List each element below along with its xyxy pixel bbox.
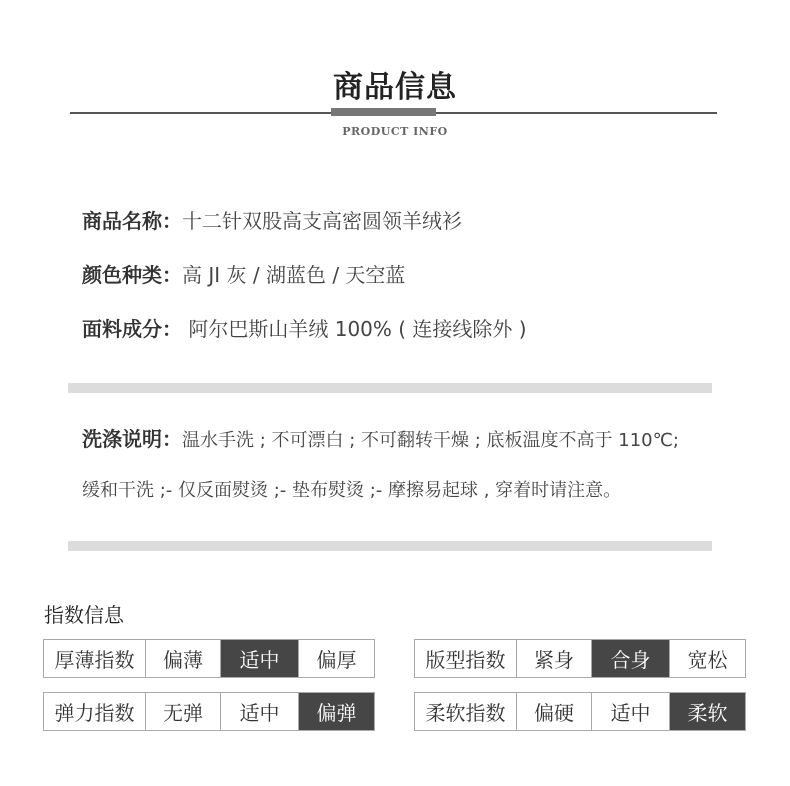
index-option-selected: 合身 (591, 640, 669, 677)
fit-index-table (414, 639, 746, 678)
product-name-label: 商品名称： (82, 209, 182, 233)
index-option: 宽松 (669, 640, 745, 677)
index-option: 无弹 (145, 693, 220, 730)
softness-index-table (414, 692, 746, 731)
elasticity-index-table (43, 692, 375, 731)
color-label: 颜色种类： (82, 263, 182, 287)
index-option-selected: 柔软 (669, 693, 745, 730)
thickness-index-table (43, 639, 375, 678)
section-divider (68, 541, 712, 551)
index-section-title: 指数信息 (44, 603, 124, 627)
material-label: 面料成分： (82, 317, 182, 341)
page-title: 商品信息 (333, 70, 457, 105)
index-option: 偏硬 (516, 693, 591, 730)
index-option: 紧身 (516, 640, 591, 677)
index-label: 版型指数 (425, 648, 506, 672)
page-subtitle: PRODUCT INFO (342, 125, 448, 138)
index-option: 适中 (220, 693, 298, 730)
index-option: 偏厚 (298, 640, 374, 677)
index-option: 偏薄 (145, 640, 220, 677)
color-row (82, 259, 405, 288)
index-option: 适中 (591, 693, 669, 730)
care-line-2: 缓和干洗 ;- 仅反面熨烫 ;- 垫布熨烫 ;- 摩擦易起球 , 穿着时请注意。 (82, 480, 622, 501)
care-label: 洗涤说明： (82, 427, 182, 451)
color-value: 高 JI 灰 / 湖蓝色 / 天空蓝 (182, 263, 406, 287)
index-label: 柔软指数 (425, 701, 506, 725)
title-accent-bar (331, 108, 436, 116)
index-option-selected: 偏弹 (298, 693, 374, 730)
care-line-1 (82, 423, 679, 452)
care-text-1: 温水手洗 ; 不可漂白 ; 不可翻转干燥 ; 底板温度不高于 110℃; (182, 430, 679, 451)
product-name-row (82, 205, 462, 234)
index-option-selected: 适中 (220, 640, 298, 677)
index-label: 弹力指数 (54, 701, 135, 725)
index-label: 厚薄指数 (54, 648, 135, 672)
material-value: 阿尔巴斯山羊绒 100% ( 连接线除外 ) (182, 317, 527, 341)
section-divider (68, 383, 712, 393)
material-row (82, 313, 527, 342)
product-name-value: 十二针双股高支高密圆领羊绒衫 (182, 209, 462, 233)
